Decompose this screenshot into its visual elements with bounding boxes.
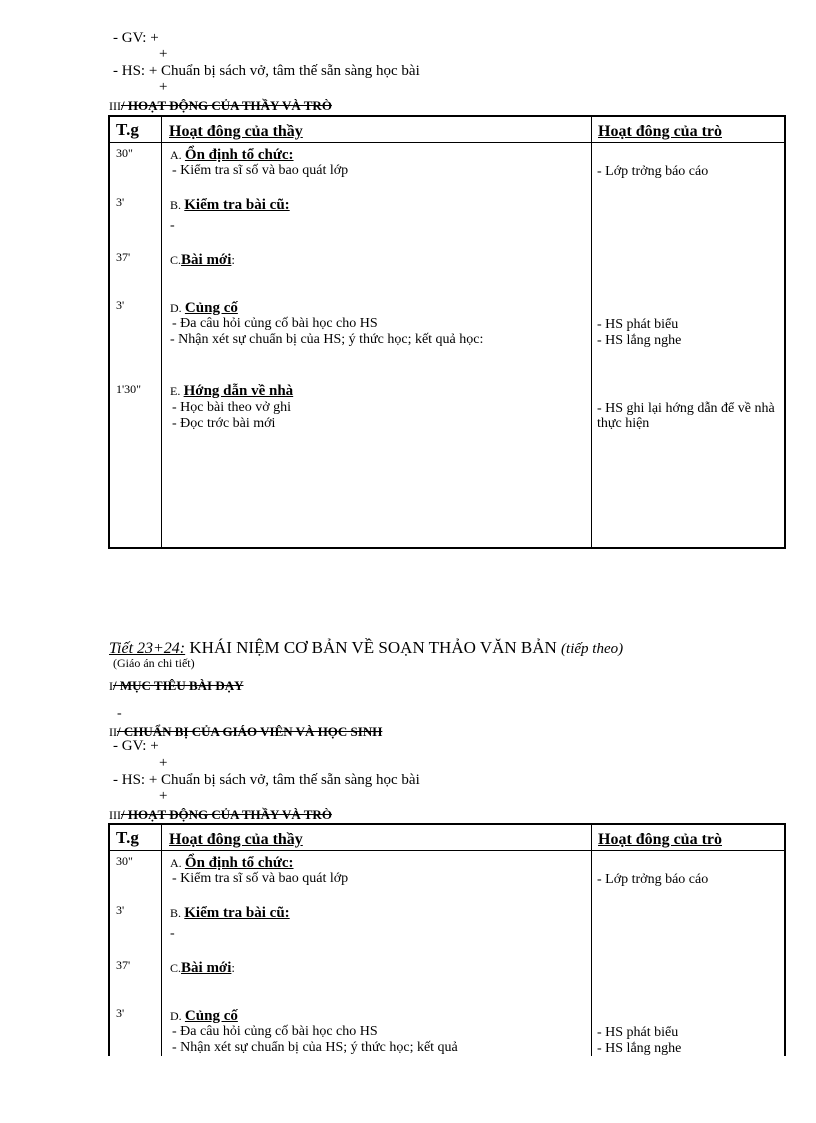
row-student-text: - HS ghi lại hớng dẫn để về nhà thực hiện <box>597 401 775 431</box>
row-student-text: - Lớp trởng báo cáo <box>597 872 709 887</box>
row-text: - Nhận xét sự chuẩn bị của HS; ý thức học; kết quả <box>172 1040 458 1055</box>
row-text: - <box>170 926 175 941</box>
activity-table <box>108 823 786 1083</box>
row-text: - Đọc trớc bài mới <box>172 416 276 431</box>
row-text: - Đa câu hỏi củng cố bài học cho HS <box>172 316 378 331</box>
section-1-heading: I/ MỤC TIÊU BÀI DẠY <box>109 678 244 693</box>
row-student-text: - HS phát biểu <box>597 317 679 332</box>
hs-prep-line: - HS: + Chuẩn bị sách vở, tâm thế sẵn sàng học bài <box>113 63 420 79</box>
column-divider <box>161 825 162 1083</box>
row-text: - Nhận xét sự chuẩn bị của HS; ý thức học; kết quả học: <box>170 332 484 347</box>
row-student-text: - HS lắng nghe <box>597 1041 682 1056</box>
column-divider <box>591 825 592 1083</box>
row-time: 3' <box>116 298 125 312</box>
row-time: 1'30" <box>116 382 142 396</box>
row-student-text: - HS phát biểu <box>597 1025 679 1040</box>
header-teacher: Hoạt đông của thầy <box>169 123 303 140</box>
gv-prep-line: - GV: + <box>113 738 159 754</box>
lesson-detail-note: (Giáo án chi tiết) <box>113 656 195 670</box>
row-time: 3' <box>116 1006 125 1020</box>
activity-table <box>108 115 786 549</box>
row-text: - Kiểm tra sĩ số và bao quát lớp <box>172 163 349 178</box>
header-divider <box>110 142 784 143</box>
row-section-title: D. Củng cố <box>170 1008 238 1024</box>
row-section-title: B. Kiểm tra bài cũ: <box>170 197 290 213</box>
lesson-main-title: KHÁI NIỆM CƠ BẢN VỀ SOẠN THẢO VĂN BẢN <box>185 638 562 657</box>
lesson-title <box>109 638 623 658</box>
row-section-title: D. Củng cố <box>170 300 238 316</box>
section-roman: III <box>109 99 121 113</box>
row-section-title: E. Hớng dẫn về nhà <box>170 383 294 399</box>
row-time: 3' <box>116 195 125 209</box>
header-teacher: Hoạt đông của thầy <box>169 831 303 848</box>
lesson-label: Tiết 23+24: <box>109 640 186 657</box>
plus-line: + <box>159 788 168 804</box>
row-student-text: - HS lắng nghe <box>597 333 682 348</box>
section-title: / HOẠT ĐỘNG CỦA THẦY VÀ TRÒ <box>121 98 332 113</box>
row-text: - <box>170 218 175 233</box>
dash-line: - <box>117 706 122 721</box>
row-section-title: B. Kiểm tra bài cũ: <box>170 905 290 921</box>
row-section-title: A. Ổn định tổ chức: <box>170 147 294 163</box>
row-section-title: C.Bài mới: <box>170 960 236 976</box>
row-time: 37' <box>116 250 131 264</box>
row-text: - Học bài theo vở ghi <box>172 400 291 415</box>
row-text: - Kiểm tra sĩ số và bao quát lớp <box>172 871 349 886</box>
row-time: 37' <box>116 958 131 972</box>
row-section-title: C.Bài mới: <box>170 252 236 268</box>
header-divider <box>110 850 784 851</box>
section-3-heading: III/ HOẠT ĐỘNG CỦA THẦY VÀ TRÒ <box>109 807 332 822</box>
column-divider <box>161 117 162 547</box>
plus-line: + <box>159 755 168 771</box>
header-student: Hoạt đông của trò <box>598 831 722 848</box>
lesson-suffix: (tiếp theo) <box>561 641 624 657</box>
header-time: T.g <box>116 120 139 139</box>
plus-line: + <box>159 79 168 95</box>
row-time: 30" <box>116 146 133 160</box>
row-time: 30" <box>116 854 133 868</box>
header-time: T.g <box>116 828 139 847</box>
row-section-title: A. Ổn định tổ chức: <box>170 855 294 871</box>
row-text: - Đa câu hỏi củng cố bài học cho HS <box>172 1024 378 1039</box>
section-2-heading: II/ CHUẨN BỊ CỦA GIÁO VIÊN VÀ HỌC SINH <box>109 724 383 739</box>
plus-line: + <box>159 46 168 62</box>
row-time: 3' <box>116 903 125 917</box>
gv-prep-line: - GV: + <box>113 30 159 46</box>
row-student-text: - Lớp trởng báo cáo <box>597 164 709 179</box>
column-divider <box>591 117 592 547</box>
section-3-heading <box>109 97 332 115</box>
hs-prep-line: - HS: + Chuẩn bị sách vở, tâm thế sẵn sàng học bài <box>113 772 420 788</box>
page-cutoff <box>100 1056 800 1123</box>
header-student: Hoạt đông của trò <box>598 123 722 140</box>
